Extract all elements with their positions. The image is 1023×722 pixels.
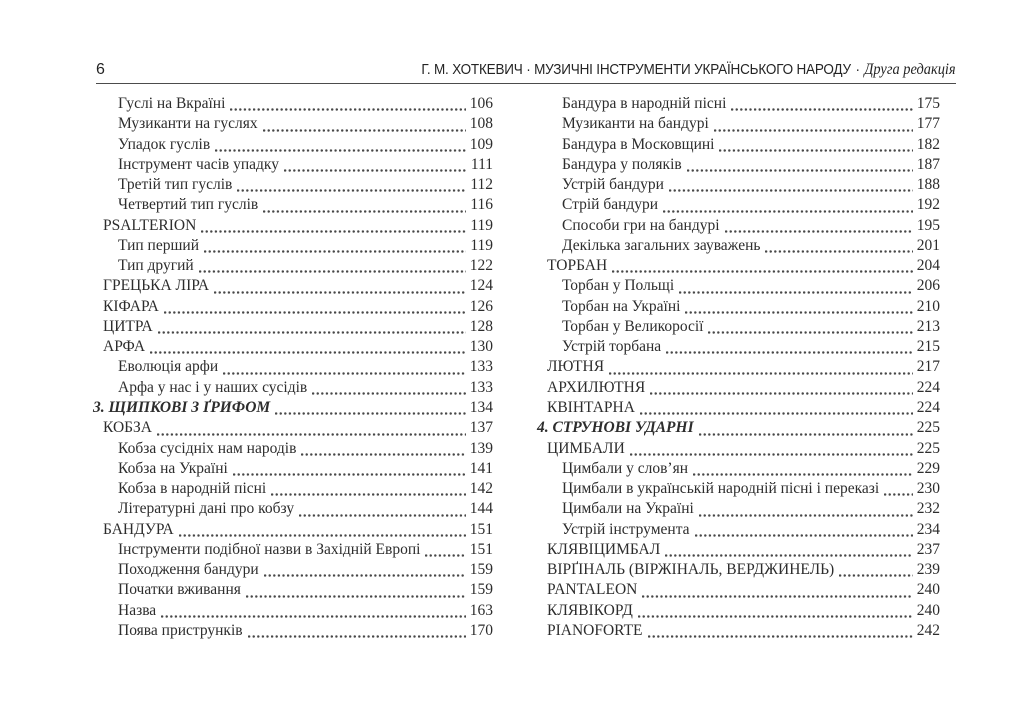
toc-entry: [93, 622, 493, 642]
toc-entry-page: 240: [916, 601, 940, 619]
dot-leader: [204, 250, 466, 253]
dot-leader: [263, 129, 466, 132]
dot-leader: [284, 169, 467, 172]
toc-entry: [537, 358, 940, 378]
toc-entry-page: 119: [470, 236, 493, 254]
toc-entry: [93, 257, 493, 277]
dot-leader: [638, 615, 913, 618]
dot-leader: [714, 129, 913, 132]
toc-entry-title: Кобза сусідніх нам народів: [118, 439, 297, 457]
toc-entry-page: 182: [916, 135, 940, 153]
toc-entry: [93, 379, 493, 399]
toc-entry: [93, 480, 493, 500]
dot-leader: [839, 574, 913, 577]
dot-leader: [669, 189, 913, 192]
toc-entry-title: Бандура в народній пісні: [562, 95, 727, 112]
toc-entry-page: 210: [916, 297, 940, 315]
toc-entry-title: Торбан у Польщі: [562, 277, 675, 295]
dot-leader: [179, 534, 466, 537]
toc-entry-page: 217: [916, 358, 940, 376]
toc-entry: [537, 298, 940, 318]
toc-entry: [93, 115, 493, 135]
toc-entry-page: 201: [916, 236, 940, 254]
dot-leader: [425, 554, 465, 557]
toc-entry-title: Музиканти на гуслях: [118, 115, 258, 133]
dot-leader: [648, 635, 913, 638]
running-title-edition: Друга редакція: [864, 61, 956, 78]
toc-entry-title: Походження бандури: [118, 561, 259, 579]
toc-entry: [537, 480, 940, 500]
toc-entry-page: 111: [470, 155, 493, 173]
toc-entry-page: 112: [470, 176, 493, 194]
toc-entry-title: PIANOFORTE: [547, 621, 643, 639]
toc-entry-title: Бандура в Московщині: [562, 135, 715, 153]
dot-leader: [687, 169, 913, 172]
toc-entry-page: 133: [469, 378, 493, 396]
toc-entry: [93, 602, 493, 622]
toc-entry-title: АРФА: [103, 338, 146, 356]
toc-entry-title: ГРЕЦЬКА ЛІРА: [103, 277, 210, 295]
toc-entry: [537, 338, 940, 358]
toc-entry-page: 124: [469, 277, 493, 295]
toc-entry: [93, 318, 493, 338]
dot-leader: [263, 210, 466, 213]
toc-entry-title: Назва: [118, 601, 157, 619]
dot-leader: [230, 108, 465, 111]
toc-entry-page: 215: [916, 338, 940, 356]
toc-entry-page: 159: [469, 581, 493, 599]
toc-entry: [537, 318, 940, 338]
page-header: [96, 61, 956, 79]
toc-entry-page: 177: [916, 115, 940, 133]
toc-entry-title: Устрій торбана: [562, 338, 662, 356]
dot-leader: [223, 372, 466, 375]
toc-entry: [537, 541, 940, 561]
toc-entry-page: 237: [916, 540, 940, 558]
toc-entry: [537, 379, 940, 399]
toc-entry-page: 240: [916, 581, 940, 599]
toc-entry: [93, 217, 493, 237]
toc-entry-page: 206: [916, 277, 940, 295]
toc-entry: [537, 95, 940, 115]
toc-entry-title: КЛЯВІКОРД: [547, 601, 633, 619]
toc-entry-title: Інструмент часів упадку: [118, 155, 279, 173]
toc-entry: [537, 399, 940, 419]
toc-entry: [537, 419, 940, 439]
toc-column-right: [537, 95, 940, 642]
dot-leader: [640, 412, 913, 415]
toc-entry: [93, 521, 493, 541]
dot-leader: [699, 514, 913, 517]
toc-entry-title: Третій тип гуслів: [118, 176, 233, 194]
toc-entry: [93, 277, 493, 297]
toc-entry-title: Тип перший: [118, 236, 199, 254]
toc-entry-title: Упадок гуслів: [118, 135, 211, 153]
toc-entry-title: PSALTERION: [103, 216, 197, 234]
dot-leader: [233, 473, 466, 476]
toc-entry-title: ТОРБАН: [547, 257, 608, 275]
toc-entry: [537, 217, 940, 237]
toc-entry-page: 109: [469, 135, 493, 153]
dot-leader: [312, 392, 465, 395]
toc-entry-title: Гуслі на Вкраїні: [118, 95, 226, 112]
toc-entry-page: 106: [469, 95, 493, 112]
dot-leader: [201, 230, 466, 233]
dot-leader: [271, 493, 466, 496]
toc-entry-title: КОБЗА: [103, 419, 153, 437]
toc-entry: [537, 440, 940, 460]
toc-entry-title: Арфа у нас і у наших сусідів: [118, 378, 308, 396]
toc-entry-title: Цимбали у слов’ян: [562, 459, 688, 477]
toc-entry-page: 133: [469, 358, 493, 376]
toc-entry-title: Еволюція арфи: [118, 358, 219, 376]
toc-entry-page: 225: [916, 419, 940, 437]
toc-entry-page: 141: [469, 459, 493, 477]
dot-leader: [150, 351, 466, 354]
toc-entry-page: 116: [470, 196, 493, 214]
toc-entry-page: 224: [916, 398, 940, 416]
dot-leader: [275, 412, 466, 415]
toc-entry-title: Цимбали на Україні: [562, 500, 694, 518]
toc-entry: [93, 541, 493, 561]
dot-leader: [685, 311, 912, 314]
dot-leader: [164, 311, 466, 314]
toc-entry-page: 142: [469, 480, 493, 498]
dot-leader: [731, 108, 912, 111]
dot-leader: [719, 149, 912, 152]
toc-entry: [93, 500, 493, 520]
toc-entry: [537, 500, 940, 520]
toc-entry: [93, 358, 493, 378]
dot-leader: [693, 473, 913, 476]
dot-leader: [884, 493, 913, 496]
toc-entry-title: Кобза в народній пісні: [118, 480, 267, 498]
dot-leader: [248, 635, 466, 638]
toc-entry-page: 187: [916, 155, 940, 173]
toc-entry-title: Кобза на Україні: [118, 459, 228, 477]
toc-entry: [537, 196, 940, 216]
toc-entry-page: 230: [916, 480, 940, 498]
toc-entry: [93, 581, 493, 601]
toc-entry-title: Тип другий: [118, 257, 194, 275]
toc-entry-page: 159: [469, 561, 493, 579]
dot-leader: [666, 351, 913, 354]
toc-entry-title: Інструменти подібної назви в Західній Европі: [118, 540, 421, 558]
dot-leader: [299, 514, 466, 517]
toc-entry-title: Початки вживання: [118, 581, 241, 599]
toc-entry: [93, 176, 493, 196]
toc-entry-title: КІФАРА: [103, 297, 159, 315]
toc-entry-page: 128: [469, 317, 493, 335]
dot-leader: [215, 149, 466, 152]
toc-entry: [537, 521, 940, 541]
toc-entry: [537, 561, 940, 581]
toc-entry: [537, 460, 940, 480]
toc-entry: [93, 338, 493, 358]
dot-leader: [199, 270, 466, 273]
dot-leader: [161, 615, 466, 618]
toc-entry-title: Поява приструнків: [118, 621, 243, 639]
dot-leader: [665, 554, 912, 557]
toc-entry-title: Літературні дані про кобзу: [118, 500, 295, 518]
toc-entry: [537, 257, 940, 277]
toc-entry: [537, 156, 940, 176]
toc-entry: [93, 136, 493, 156]
dot-leader: [157, 433, 466, 436]
toc-entry: [537, 176, 940, 196]
toc-entry-title: Бандура у поляків: [562, 155, 682, 173]
toc-entry: [93, 440, 493, 460]
dot-leader: [695, 534, 913, 537]
toc-entry: [537, 115, 940, 135]
toc-entry-title: ЛЮТНЯ: [547, 358, 605, 376]
toc-entry-title: ЦИМБАЛИ: [547, 439, 625, 457]
toc-entry-page: 225: [916, 439, 940, 457]
dot-leader: [158, 331, 466, 334]
running-title: [422, 61, 956, 79]
toc-entry-title: АРХИЛЮТНЯ: [547, 378, 646, 396]
toc-entry-page: 170: [469, 621, 493, 639]
dot-leader: [246, 595, 466, 598]
dot-leader: [630, 453, 913, 456]
toc-entry-title: PANTALEON: [547, 581, 638, 599]
toc-entry: [93, 95, 493, 115]
toc-entry-page: 130: [469, 338, 493, 356]
dot-leader: [264, 574, 466, 577]
toc-entry-page: 151: [469, 540, 493, 558]
dot-leader: [612, 270, 913, 273]
toc-entry: [537, 237, 940, 257]
toc-entry: [537, 277, 940, 297]
toc-entry-page: 232: [916, 500, 940, 518]
toc-entry: [537, 136, 940, 156]
toc-entry: [93, 561, 493, 581]
dot-leader: [708, 331, 912, 334]
toc-entry: [93, 156, 493, 176]
toc-entry: [537, 581, 940, 601]
dot-leader: [214, 291, 466, 294]
toc-entry: [93, 237, 493, 257]
dot-leader: [699, 433, 913, 436]
dot-leader: [642, 595, 912, 598]
dot-leader: [663, 210, 913, 213]
toc-entry-page: 213: [916, 317, 940, 335]
toc-entry-title: ЦИТРА: [103, 317, 153, 335]
dot-leader: [725, 230, 913, 233]
toc-entry-title: Устрій бандури: [562, 176, 664, 194]
toc-entry-title: БАНДУРА: [103, 520, 174, 538]
toc-entry-title: КВІНТАРНА: [547, 398, 635, 416]
toc-entry-page: 188: [916, 176, 940, 194]
toc-entry: [93, 460, 493, 480]
toc-entry-page: 224: [916, 378, 940, 396]
toc-entry-page: 195: [916, 216, 940, 234]
toc-entry-page: 192: [916, 196, 940, 214]
toc-entry-title: 3. ЩИПКОВІ З ҐРИФОМ: [93, 398, 271, 416]
toc-entry-page: 137: [469, 419, 493, 437]
dot-leader: [765, 250, 912, 253]
toc-entry-title: Стрій бандури: [562, 196, 659, 214]
toc-entry-page: 119: [470, 216, 493, 234]
toc-entry-page: 134: [469, 398, 493, 416]
toc-entry-page: 163: [469, 601, 493, 619]
toc-entry-page: 239: [916, 561, 940, 579]
running-title-main: Г. М. ХОТКЕВИЧ · МУЗИЧНІ ІНСТРУМЕНТИ УКРАЇНСЬКОГО НАРОДУ: [421, 61, 852, 78]
toc-entry-title: Торбан у Великоросії: [562, 317, 704, 335]
toc-entry-page: 108: [469, 115, 493, 133]
toc-entry: [93, 298, 493, 318]
toc-entry-page: 175: [916, 95, 940, 112]
dot-leader: [301, 453, 465, 456]
toc-entry-title: Музиканти на бандурі: [562, 115, 709, 133]
toc-entry-page: 229: [916, 459, 940, 477]
toc-entry-page: 122: [469, 257, 493, 275]
toc-entry-page: 144: [469, 500, 493, 518]
running-title-separator: ·: [855, 61, 861, 78]
dot-leader: [609, 372, 913, 375]
toc-entry-page: 151: [469, 520, 493, 538]
toc-entry: [537, 602, 940, 622]
toc-entry-title: КЛЯВІЦИМБАЛ: [547, 540, 661, 558]
toc-entry-title: Способи гри на бандурі: [562, 216, 720, 234]
dot-leader: [237, 189, 466, 192]
toc-entry-page: 242: [916, 621, 940, 639]
page-number: 6: [96, 61, 105, 78]
toc-entry-title: ВІРҐІНАЛЬ (ВІРЖІНАЛЬ, ВЕРДЖИНЕЛЬ): [547, 561, 835, 579]
toc-entry-title: Четвертий тип гуслів: [118, 196, 259, 214]
toc-entry: [93, 399, 493, 419]
toc-entry-title: Декілька загальних зауважень: [562, 236, 761, 254]
toc-entry-page: 139: [469, 439, 493, 457]
toc-column-left: [93, 95, 493, 642]
toc-entry: [93, 419, 493, 439]
toc-entry-page: 234: [916, 520, 940, 538]
dot-leader: [650, 392, 913, 395]
toc-entry-title: 4. СТРУНОВІ УДАРНІ: [537, 419, 694, 437]
toc-entry-title: Торбан на Україні: [562, 297, 681, 315]
toc-entry: [537, 622, 940, 642]
toc-entry-title: Цимбали в українській народній пісні і переказі: [562, 480, 880, 498]
toc-entry-page: 126: [469, 297, 493, 315]
toc-entry-page: 204: [916, 257, 940, 275]
header-rule: [96, 83, 956, 84]
dot-leader: [679, 291, 913, 294]
toc-entry-title: Устрій інструмента: [562, 520, 690, 538]
toc-entry: [93, 196, 493, 216]
